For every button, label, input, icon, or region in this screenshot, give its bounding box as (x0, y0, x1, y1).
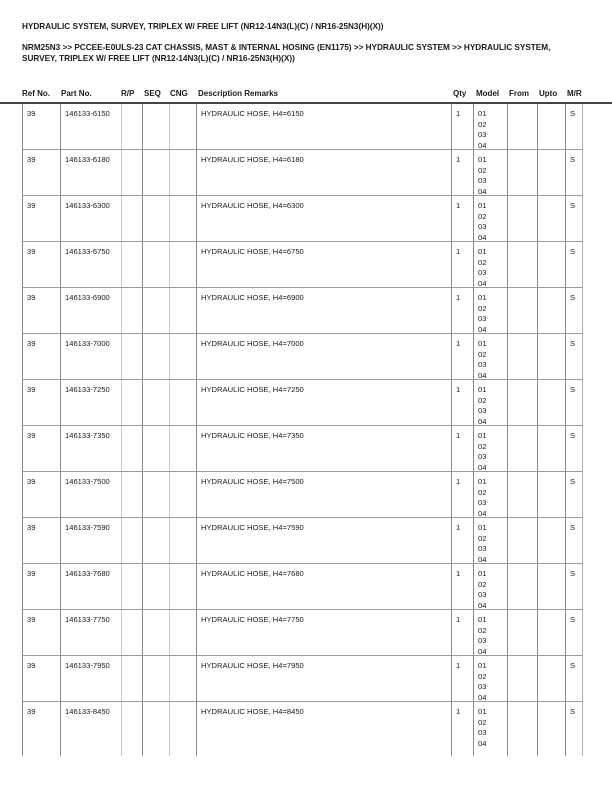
seq-cell (143, 564, 170, 609)
cng-cell (170, 288, 197, 333)
header-cng: CNG (170, 89, 188, 98)
from-cell (508, 518, 538, 563)
model-code: 04 (478, 508, 487, 518)
rp-cell (121, 242, 143, 287)
part-no-cell: 146133-7590 (60, 518, 121, 563)
header-from: From (509, 89, 529, 98)
description-cell: HYDRAULIC HOSE, H4=6150 (197, 104, 452, 149)
parts-table (22, 104, 583, 756)
mr-cell: S (566, 518, 583, 563)
model-code: 04 (478, 416, 487, 426)
header-description: Description Remarks (198, 89, 279, 98)
upto-cell (538, 104, 566, 149)
part-no-cell: 146133-6180 (60, 150, 121, 195)
seq-cell (143, 288, 170, 333)
model-code: 04 (478, 738, 487, 748)
table-row (22, 426, 583, 472)
model-code: 03 (478, 452, 487, 461)
model-code: 02 (478, 487, 487, 497)
upto-cell (538, 150, 566, 195)
cng-cell (170, 150, 197, 195)
model-code: 04 (478, 232, 487, 242)
qty-cell: 1 (452, 702, 474, 756)
rp-cell (121, 150, 143, 195)
model-code: 03 (478, 222, 487, 231)
cng-cell (170, 610, 197, 655)
qty-cell: 1 (452, 564, 474, 609)
cng-cell (170, 334, 197, 379)
table-row (22, 702, 583, 756)
model-code: 03 (478, 590, 487, 599)
description-cell: HYDRAULIC HOSE, H4=7350 (197, 426, 452, 471)
from-cell (508, 472, 538, 517)
ref-no-cell: 39 (22, 426, 60, 471)
mr-cell: S (566, 702, 583, 756)
model-code: 03 (478, 406, 487, 415)
model-code: 02 (478, 165, 487, 175)
table-row (22, 242, 583, 288)
rp-cell (121, 426, 143, 471)
model-code: 02 (478, 579, 487, 589)
description-cell: HYDRAULIC HOSE, H4=7000 (197, 334, 452, 379)
part-no-cell: 146133-6150 (60, 104, 121, 149)
qty-cell: 1 (452, 656, 474, 701)
model-cell (474, 610, 508, 655)
cng-cell (170, 426, 197, 471)
model-code: 01 (478, 523, 487, 532)
rp-cell (121, 334, 143, 379)
qty-cell: 1 (452, 104, 474, 149)
from-cell (508, 380, 538, 425)
header-qty: Qty (453, 89, 467, 98)
model-code: 01 (478, 247, 487, 256)
table-row (22, 380, 583, 426)
model-code: 04 (478, 324, 487, 334)
mr-cell: S (566, 610, 583, 655)
model-cell (474, 150, 508, 195)
header-part-no: Part No. (61, 89, 92, 98)
ref-no-cell: 39 (22, 610, 60, 655)
model-code: 03 (478, 130, 487, 139)
model-code: 03 (478, 176, 487, 185)
ref-no-cell: 39 (22, 334, 60, 379)
model-cell (474, 472, 508, 517)
description-cell: HYDRAULIC HOSE, H4=7590 (197, 518, 452, 563)
part-no-cell: 146133-6750 (60, 242, 121, 287)
model-code: 01 (478, 201, 487, 210)
upto-cell (538, 288, 566, 333)
model-code: 02 (478, 349, 487, 359)
ref-no-cell: 39 (22, 150, 60, 195)
upto-cell (538, 334, 566, 379)
mr-cell: S (566, 242, 583, 287)
model-code: 01 (478, 155, 487, 164)
model-code: 03 (478, 268, 487, 277)
model-code: 02 (478, 441, 487, 451)
model-cell (474, 518, 508, 563)
table-row (22, 656, 583, 702)
cng-cell (170, 656, 197, 701)
from-cell (508, 702, 538, 756)
from-cell (508, 426, 538, 471)
mr-cell: S (566, 334, 583, 379)
model-code: 01 (478, 569, 487, 578)
header-seq: SEQ (144, 89, 161, 98)
model-code: 04 (478, 140, 487, 150)
header-upto: Upto (539, 89, 558, 98)
ref-no-cell: 39 (22, 104, 60, 149)
part-no-cell: 146133-7350 (60, 426, 121, 471)
mr-cell: S (566, 288, 583, 333)
model-code: 01 (478, 661, 487, 670)
model-code: 03 (478, 360, 487, 369)
seq-cell (143, 656, 170, 701)
seq-cell (143, 242, 170, 287)
seq-cell (143, 472, 170, 517)
rp-cell (121, 518, 143, 563)
model-code: 02 (478, 671, 487, 681)
model-code: 02 (478, 119, 487, 129)
model-code: 01 (478, 431, 487, 440)
cng-cell (170, 472, 197, 517)
upto-cell (538, 380, 566, 425)
part-no-cell: 146133-7000 (60, 334, 121, 379)
upto-cell (538, 242, 566, 287)
cng-cell (170, 242, 197, 287)
rp-cell (121, 702, 143, 756)
part-no-cell: 146133-7680 (60, 564, 121, 609)
model-cell (474, 426, 508, 471)
upto-cell (538, 564, 566, 609)
upto-cell (538, 656, 566, 701)
mr-cell: S (566, 426, 583, 471)
rp-cell (121, 288, 143, 333)
part-no-cell: 146133-8450 (60, 702, 121, 756)
from-cell (508, 242, 538, 287)
table-row (22, 564, 583, 610)
model-code: 04 (478, 278, 487, 288)
ref-no-cell: 39 (22, 564, 60, 609)
model-cell (474, 564, 508, 609)
from-cell (508, 564, 538, 609)
rp-cell (121, 196, 143, 241)
rp-cell (121, 472, 143, 517)
model-code: 03 (478, 682, 487, 691)
header-ref-no: Ref No. (22, 89, 50, 98)
cng-cell (170, 104, 197, 149)
model-code: 01 (478, 477, 487, 486)
header-mr: M/R (567, 89, 582, 98)
from-cell (508, 334, 538, 379)
upto-cell (538, 196, 566, 241)
model-code: 03 (478, 314, 487, 323)
header-model: Model (476, 89, 500, 98)
mr-cell: S (566, 656, 583, 701)
qty-cell: 1 (452, 518, 474, 563)
from-cell (508, 150, 538, 195)
from-cell (508, 656, 538, 701)
description-cell: HYDRAULIC HOSE, H4=8450 (197, 702, 452, 756)
model-code: 01 (478, 707, 487, 716)
description-cell: HYDRAULIC HOSE, H4=7680 (197, 564, 452, 609)
mr-cell: S (566, 104, 583, 149)
seq-cell (143, 518, 170, 563)
from-cell (508, 288, 538, 333)
ref-no-cell: 39 (22, 196, 60, 241)
table-row (22, 334, 583, 380)
ref-no-cell: 39 (22, 380, 60, 425)
from-cell (508, 196, 538, 241)
model-cell (474, 380, 508, 425)
part-no-cell: 146133-7500 (60, 472, 121, 517)
model-code: 02 (478, 211, 487, 221)
seq-cell (143, 104, 170, 149)
table-row (22, 150, 583, 196)
model-code: 03 (478, 544, 487, 553)
seq-cell (143, 196, 170, 241)
upto-cell (538, 610, 566, 655)
table-row (22, 610, 583, 656)
cng-cell (170, 564, 197, 609)
seq-cell (143, 380, 170, 425)
ref-no-cell: 39 (22, 518, 60, 563)
model-code: 04 (478, 646, 487, 656)
model-code: 01 (478, 615, 487, 624)
model-cell (474, 104, 508, 149)
model-code: 04 (478, 370, 487, 380)
qty-cell: 1 (452, 472, 474, 517)
model-code: 04 (478, 554, 487, 564)
part-no-cell: 146133-7250 (60, 380, 121, 425)
part-no-cell: 146133-6300 (60, 196, 121, 241)
description-cell: HYDRAULIC HOSE, H4=6180 (197, 150, 452, 195)
ref-no-cell: 39 (22, 242, 60, 287)
description-cell: HYDRAULIC HOSE, H4=6900 (197, 288, 452, 333)
mr-cell: S (566, 380, 583, 425)
mr-cell: S (566, 150, 583, 195)
model-cell (474, 242, 508, 287)
model-code: 03 (478, 728, 487, 737)
model-cell (474, 196, 508, 241)
ref-no-cell: 39 (22, 656, 60, 701)
rp-cell (121, 104, 143, 149)
description-cell: HYDRAULIC HOSE, H4=7250 (197, 380, 452, 425)
model-code: 02 (478, 533, 487, 543)
rp-cell (121, 564, 143, 609)
cng-cell (170, 380, 197, 425)
table-row (22, 288, 583, 334)
cng-cell (170, 702, 197, 756)
part-no-cell: 146133-6900 (60, 288, 121, 333)
model-code: 01 (478, 293, 487, 302)
cng-cell (170, 196, 197, 241)
upto-cell (538, 472, 566, 517)
description-cell: HYDRAULIC HOSE, H4=7500 (197, 472, 452, 517)
qty-cell: 1 (452, 150, 474, 195)
seq-cell (143, 702, 170, 756)
model-cell (474, 334, 508, 379)
rp-cell (121, 610, 143, 655)
from-cell (508, 104, 538, 149)
rp-cell (121, 380, 143, 425)
mr-cell: S (566, 472, 583, 517)
description-cell: HYDRAULIC HOSE, H4=7750 (197, 610, 452, 655)
header-rp: R/P (121, 89, 135, 98)
seq-cell (143, 610, 170, 655)
model-code: 04 (478, 186, 487, 196)
model-cell (474, 702, 508, 756)
qty-cell: 1 (452, 426, 474, 471)
model-code: 02 (478, 257, 487, 267)
mr-cell: S (566, 564, 583, 609)
ref-no-cell: 39 (22, 702, 60, 756)
upto-cell (538, 426, 566, 471)
description-cell: HYDRAULIC HOSE, H4=6750 (197, 242, 452, 287)
model-cell (474, 656, 508, 701)
description-cell: HYDRAULIC HOSE, H4=7950 (197, 656, 452, 701)
model-code: 02 (478, 625, 487, 635)
model-code: 02 (478, 395, 487, 405)
qty-cell: 1 (452, 288, 474, 333)
qty-cell: 1 (452, 196, 474, 241)
ref-no-cell: 39 (22, 472, 60, 517)
upto-cell (538, 702, 566, 756)
table-row (22, 104, 583, 150)
table-row (22, 518, 583, 564)
rp-cell (121, 656, 143, 701)
model-code: 04 (478, 600, 487, 610)
model-code: 02 (478, 717, 487, 727)
qty-cell: 1 (452, 610, 474, 655)
description-cell: HYDRAULIC HOSE, H4=6300 (197, 196, 452, 241)
table-row (22, 196, 583, 242)
model-code: 04 (478, 462, 487, 472)
part-no-cell: 146133-7750 (60, 610, 121, 655)
qty-cell: 1 (452, 380, 474, 425)
part-no-cell: 146133-7950 (60, 656, 121, 701)
from-cell (508, 610, 538, 655)
model-cell (474, 288, 508, 333)
table-row (22, 472, 583, 518)
model-code: 01 (478, 339, 487, 348)
cng-cell (170, 518, 197, 563)
upto-cell (538, 518, 566, 563)
qty-cell: 1 (452, 242, 474, 287)
mr-cell: S (566, 196, 583, 241)
model-code: 01 (478, 385, 487, 394)
seq-cell (143, 426, 170, 471)
model-code: 04 (478, 692, 487, 702)
model-code: 02 (478, 303, 487, 313)
model-code: 03 (478, 498, 487, 507)
page-title: HYDRAULIC SYSTEM, SURVEY, TRIPLEX W/ FREE LIFT (NR12-14N3(L)(C) / NR16-25N3(H)(X)) (22, 22, 384, 31)
ref-no-cell: 39 (22, 288, 60, 333)
qty-cell: 1 (452, 334, 474, 379)
model-code: 03 (478, 636, 487, 645)
breadcrumb: NRM25N3 >> PCCEE-E0ULS-23 CAT CHASSIS, MAST & INTERNAL HOSING (EN1175) >> HYDRAULIC SYSTEM >> HYDRAULIC SYSTEM, SURVEY, TRIPLEX W/ FREE LIFT (NR12-14N3(L)(C) / NR16-25N3(H)(X)) (22, 43, 551, 63)
seq-cell (143, 150, 170, 195)
seq-cell (143, 334, 170, 379)
model-code: 01 (478, 109, 487, 118)
